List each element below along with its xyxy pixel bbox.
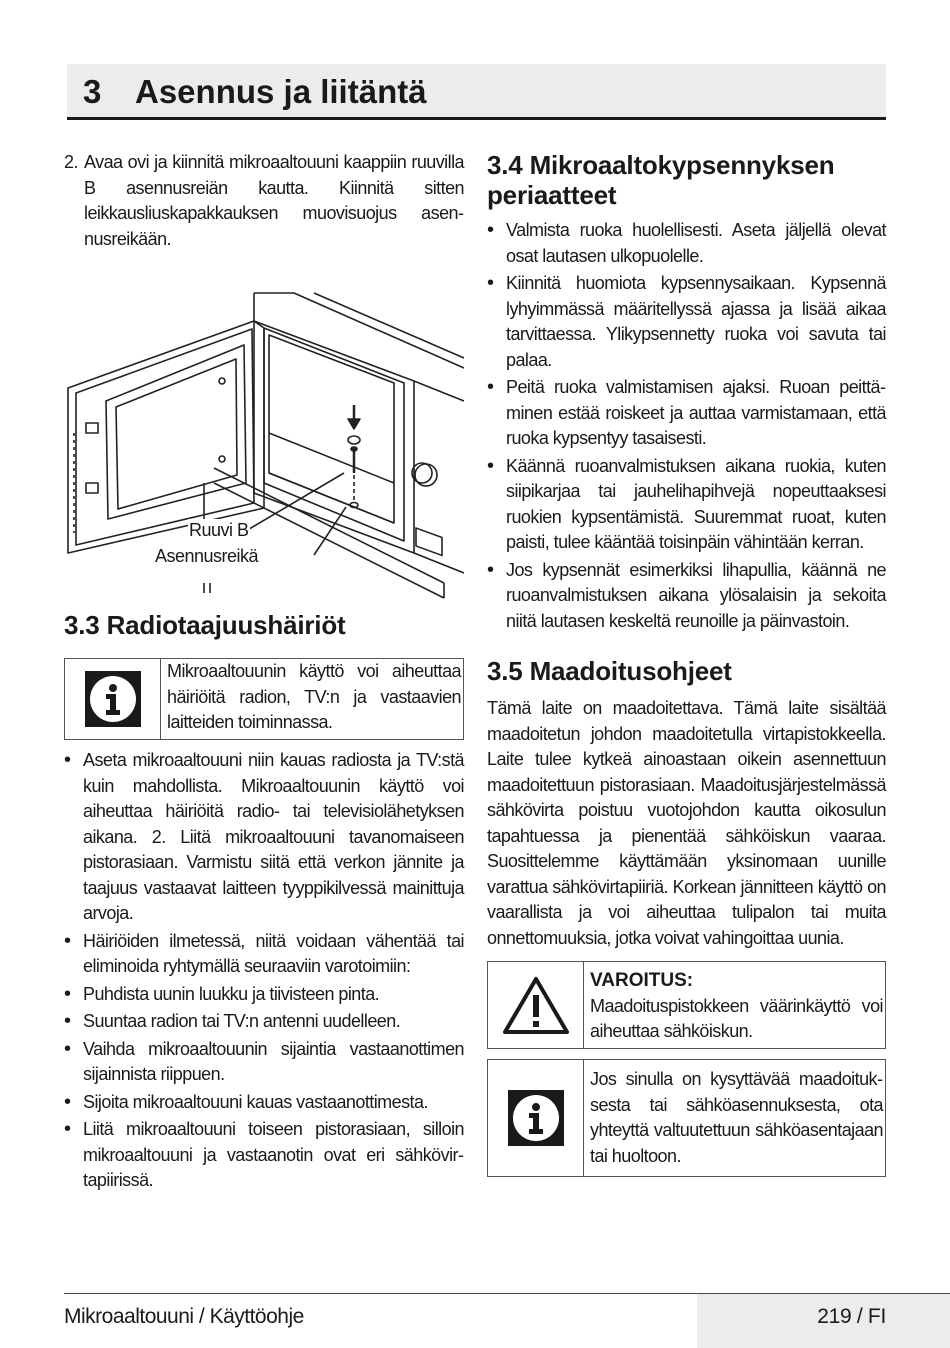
- info-icon: [508, 1090, 564, 1146]
- warning-body: Maadoituspistokkeen väärinkäyttö voi aiheuttaa sähköiskun.: [590, 995, 883, 1041]
- list-item: • Puhdista uunin luukku ja tiivisteen pinta.: [64, 982, 464, 1008]
- right-column: [487, 150, 886, 1177]
- info-notice-text: Mikroaaltouunin käyttö voi aiheuttaa häiriöitä radion, TV:n ja vastaavien laitteiden toiminnassa.: [167, 661, 461, 732]
- footer-page-number: 219 / FI: [817, 1305, 886, 1328]
- section-title-grounding: 3.5 Maadoitusohjeet: [487, 656, 732, 686]
- cooking-principles-list: [487, 218, 886, 634]
- list-item: • Aseta mikroaaltouuni niin kauas radiosta ja TV:stä kuin mahdollista. Mikroaaltouunin käyttö voi aiheuttaa häiriöitä radio- tai televisiolähetyksen aikana. 2. Liitä mikroaaltouuni tavanomaiseen pistorasiaan. Varmistu siitä että verkon jännite ja taajuus vastaavat laitteen tyyppikilvessä mainittuja arvoja.: [64, 748, 464, 927]
- info-notice-text: Jos sinulla on kysyttävää maadoituksesta tai sähköasennuksesta, ota yhteyttä valtuutettuun sähköasentajaan tai huoltoon.: [590, 1069, 883, 1166]
- chapter-header: [67, 64, 886, 120]
- section-title-radio-interference: 3.3 Radiotaajuushäiriöt: [64, 610, 346, 640]
- warning-title: VAROITUS:: [590, 970, 694, 991]
- warning-icon: [502, 975, 570, 1035]
- step-number: 2.: [64, 152, 78, 172]
- list-item: • Jos kypsennät esimerkiksi lihapullia, käännä ne ruoanvalmistuksen aikana ylösalaisin ja sekoita niitä lautasen keskeltä reunoille ja päinvastoin.: [487, 558, 886, 635]
- info-icon-cell: [65, 659, 161, 739]
- list-item: • Suuntaa radion tai TV:n antenni uudelleen.: [64, 1009, 464, 1035]
- list-item: • Käännä ruoanvalmistuksen aikana ruokia, kuten siipikarjaa tai jauhelihapihvejä nopeuttaaksesi ruokien kypsentämistä. Suuremmat ruoat, kuten paisti, tulee kääntää toisinpäin vähintään kerran.: [487, 454, 886, 556]
- footer-divider: [64, 1293, 950, 1294]
- info-notice-radio: [64, 658, 464, 740]
- info-notice-grounding: [487, 1059, 886, 1177]
- list-item: • Häiriöiden ilmetessä, niitä voidaan vähentää tai eliminoida ryhtymällä seuraaviin varotoimiin:: [64, 929, 464, 980]
- list-item: • Peitä ruoka valmistamisen ajaksi. Ruoan peittäminen estää roiskeet ja auttaa varmistamaan, että ruoka kypsentyy tasaisesti.: [487, 375, 886, 452]
- list-item: • Valmista ruoka huolellisesti. Aseta jäljellä olevat osat lautasen ulkopuolelle.: [487, 218, 886, 269]
- left-column: [64, 150, 464, 1196]
- warning-notice: [487, 961, 886, 1049]
- list-item: • Vaihda mikroaaltouunin sijaintia vastaanottimen sijainnista riippuen.: [64, 1037, 464, 1088]
- section-title-cooking-principles: 3.4 Mikroaaltokypsennyksen periaatteet: [487, 150, 835, 210]
- warning-text: [584, 962, 885, 1048]
- chapter-title: Asennus ja liitäntä: [135, 73, 427, 110]
- radio-interference-list: [64, 748, 464, 1194]
- step-text: Avaa ovi ja kiinnitä mikroaaltouuni kaappiin ruuvilla B asennusreiän kautta. Kiinnitä sitten leikkausliuskapakkauksen muovisuojus asennusreikään.: [84, 152, 464, 249]
- microwave-installation-drawing: [64, 283, 464, 603]
- list-item: • Sijoita mikroaaltouuni kauas vastaanottimesta.: [64, 1090, 464, 1116]
- info-icon-cell: [488, 1060, 584, 1176]
- installation-illustration: [64, 283, 464, 603]
- info-icon: [85, 671, 141, 727]
- warning-icon-cell: [488, 962, 584, 1048]
- list-item: • Liitä mikroaaltouuni toiseen pistorasiaan, silloin mikroaaltouuni ja vastaanotin ovat eri sähkövirtapiirissä.: [64, 1117, 464, 1194]
- installation-step: [64, 150, 464, 252]
- figure-label-hole: Asennusreikä: [155, 546, 259, 566]
- chapter-number: 3: [83, 73, 102, 110]
- footer-document-title: Mikroaaltouuni / Käyttöohje: [64, 1305, 304, 1328]
- list-item: • Kiinnitä huomiota kypsennysaikaan. Kypsennä lyhyimmässä määritellyssä ajassa ja lisää aikaa tarvittaessa. Ylikypsennetty ruoka voi savuta tai palaa.: [487, 271, 886, 373]
- figure-label-screw: Ruuvi B: [189, 520, 249, 540]
- grounding-paragraph: Tämä laite on maadoitettava. Tämä laite sisältää maadoitetun johdon maadoitetulla virtapistokkeella. Laite tulee kytkeä ainoastaan oikein asennettuun maadoitettuun pistorasiaan. Maadoitusjärjestelmässä sähkövirta poistuu vuotojohdon kautta oikosulun tapahtuessa ja pienentää sähköiskun vaaraa. Suosittelemme käyttämään yksinomaan uunille varattua sähkövirtapiiriä. Korkean jännitteen käyttö on vaarallista ja voi aiheuttaa tulipalon tai muita onnettomuuksia, jotka voivat vahingoittaa uunia.: [487, 698, 886, 948]
